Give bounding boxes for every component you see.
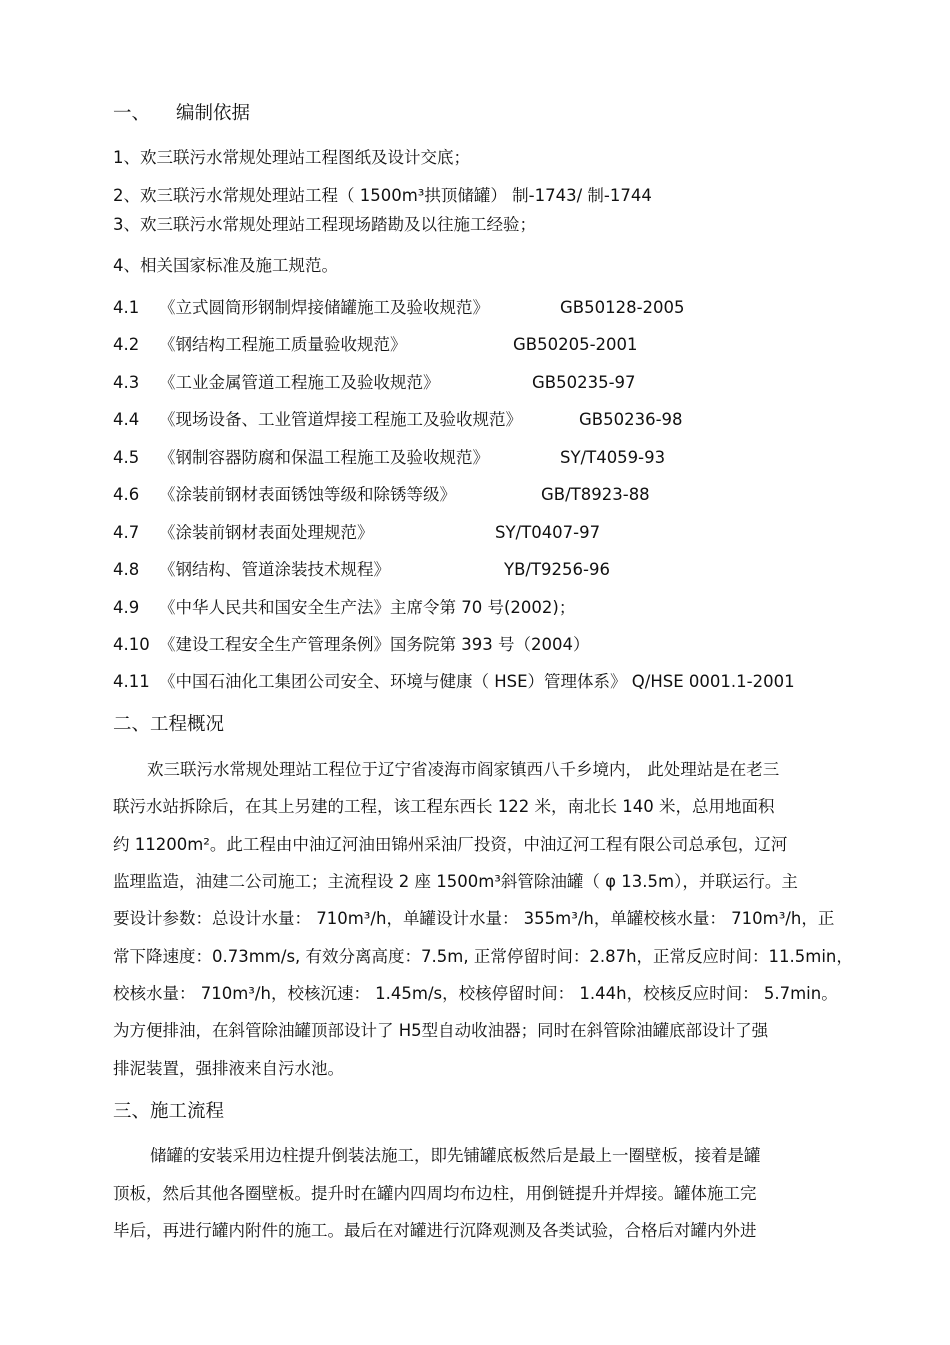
standard-code: GB50236-98 xyxy=(579,410,683,429)
standard-number: 4.7 xyxy=(113,523,140,542)
standard-code: GB/T8923-88 xyxy=(541,485,650,504)
section1-title: 编制依据 xyxy=(176,103,251,124)
standard-number: 4.10 xyxy=(113,635,150,654)
standard-number: 4.9 xyxy=(113,598,140,617)
standard-name: 《立式圆筒形钢制焊接储罐施工及验收规范》 xyxy=(159,298,489,317)
standard-name: 《工业金属管道工程施工及验收规范》 xyxy=(159,373,440,392)
basis-item-3: 3、欢三联污水常规处理站工程现场踏勘及以往施工经验； xyxy=(113,215,536,234)
standard-name: 《涂装前钢材表面处理规范》 xyxy=(159,523,374,542)
basis-item-2: 2、欢三联污水常规处理站工程（ 1500m³拱顶储罐） 制-1743/ 制-1744 xyxy=(113,186,652,205)
standard-row xyxy=(113,597,575,619)
section3-paragraph-line: 储罐的安装采用边柱提升倒装法施工，即先铺罐底板然后是最上一圈壁板，接着是罐 xyxy=(150,1146,761,1165)
standard-code: GB50205-2001 xyxy=(513,335,638,354)
standard-code: GB50128-2005 xyxy=(560,298,685,317)
standard-name: 《中华人民共和国安全生产法》主席令第 70 号(2002)； xyxy=(159,598,576,617)
standard-code: YB/T9256-96 xyxy=(504,560,610,579)
section1-heading xyxy=(113,103,250,125)
standard-name: 《钢结构、管道涂装技术规程》 xyxy=(159,560,390,579)
basis-item-4: 4、相关国家标准及施工规范。 xyxy=(113,256,338,275)
standard-code: SY/T4059-93 xyxy=(560,448,666,467)
standard-name: 《中国石油化工集团公司安全、环境与健康（ HSE）管理体系》 Q/HSE 0001.1-2001 xyxy=(159,672,795,691)
standard-code: GB50235-97 xyxy=(532,373,636,392)
standard-row xyxy=(113,447,666,469)
standard-row xyxy=(113,634,589,656)
section2-paragraph-line: 监理监造，油建二公司施工；主流程设 2 座 1500m³斜管除油罐（ φ 13.5m），并联运行。主 xyxy=(113,872,798,891)
standard-name: 《现场设备、工业管道焊接工程施工及验收规范》 xyxy=(159,410,522,429)
section2-paragraph-line: 约 11200m²。此工程由中油辽河油田锦州采油厂投资，中油辽河工程有限公司总承包，辽河 xyxy=(113,835,788,854)
standard-row xyxy=(113,409,683,431)
standard-number: 4.6 xyxy=(113,485,140,504)
standard-row xyxy=(113,559,610,581)
section3-paragraph-line: 顶板，然后其他各圈壁板。提升时在罐内四周均布边柱，用倒链提升并焊接。罐体施工完 xyxy=(113,1184,757,1203)
section2-paragraph-line: 常下降速度：0.73mm/s, 有效分离高度：7.5m, 正常停留时间：2.87h，正常反应时间：11.5min， xyxy=(113,947,853,966)
standard-name: 《建设工程安全生产管理条例》国务院第 393 号（2004） xyxy=(159,635,590,654)
standard-row xyxy=(113,484,650,506)
section2-paragraph-line: 为方便排油，在斜管除油罐顶部设计了 H5型自动收油器；同时在斜管除油罐底部设计了强 xyxy=(113,1021,769,1040)
section2-paragraph-line: 欢三联污水常规处理站工程位于辽宁省凌海市阎家镇西八千乡境内， 此处理站是在老三 xyxy=(147,760,780,779)
standard-number: 4.1 xyxy=(113,298,140,317)
section2-heading: 二、工程概况 xyxy=(113,714,225,735)
standard-number: 4.11 xyxy=(113,672,150,691)
section2-paragraph-line: 要设计参数：总设计水量： 710m³/h，单罐设计水量： 355m³/h，单罐校核水量： 710m³/h，正 xyxy=(113,909,835,928)
standard-name: 《钢结构工程施工质量验收规范》 xyxy=(159,335,407,354)
standard-number: 4.5 xyxy=(113,448,140,467)
standard-number: 4.3 xyxy=(113,373,140,392)
standard-row xyxy=(113,334,638,356)
standard-name: 《涂装前钢材表面锈蚀等级和除锈等级》 xyxy=(159,485,456,504)
standard-number: 4.2 xyxy=(113,335,140,354)
section2-paragraph-line: 联污水站拆除后，在其上另建的工程，该工程东西长 122 米，南北长 140 米，总用地面积 xyxy=(113,797,775,816)
section1-number: 一、 xyxy=(113,103,151,124)
standard-name: 《钢制容器防腐和保温工程施工及验收规范》 xyxy=(159,448,489,467)
standard-row xyxy=(113,671,795,693)
section2-paragraph-line: 校核水量： 710m³/h，校核沉速： 1.45m/s，校核停留时间： 1.44h，校核反应时间： 5.7min。 xyxy=(113,984,838,1003)
basis-item-1: 1、欢三联污水常规处理站工程图纸及设计交底； xyxy=(113,148,470,167)
section3-paragraph-line: 毕后，再进行罐内附件的施工。最后在对罐进行沉降观测及各类试验，合格后对罐内外进 xyxy=(113,1221,757,1240)
standard-row xyxy=(113,297,685,319)
standard-number: 4.4 xyxy=(113,410,140,429)
standard-row xyxy=(113,522,601,544)
standard-number: 4.8 xyxy=(113,560,140,579)
section3-heading: 三、施工流程 xyxy=(113,1101,225,1122)
standard-row xyxy=(113,372,636,394)
standard-code: SY/T0407-97 xyxy=(495,523,601,542)
section2-paragraph-line: 排泥装置，强排液来自污水池。 xyxy=(113,1059,344,1078)
